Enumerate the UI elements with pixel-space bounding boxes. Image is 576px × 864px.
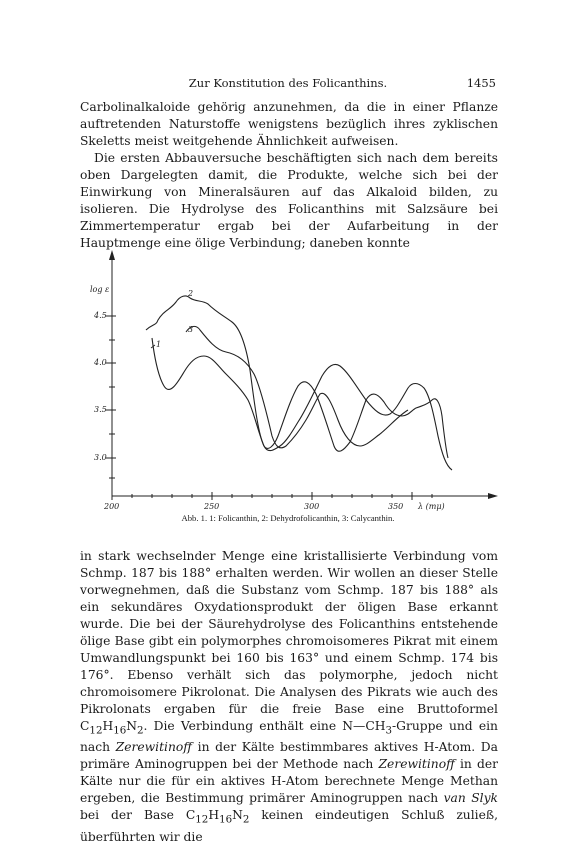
paragraph-bottom: in stark wechselnder Menge eine kristallisierte Verbindung vom Schmp. 187 bis 188° erhalten werden. Wir wollen an dieser Stelle vorwegnehmen, daß die Substanz vom Schmp. 187 bis 188° als ein sekundäres Oxydationsprodukt der öligen Base erkannt wurde. Die bei der Säurehydrolyse des Folicanthins entstehende ölige Base gibt ein polymorphes chromoisomeres Pikrat mit einem Umwandlungspunkt bei 160 bis 163° und einem Schmp. 174 bis 176°. Ebenso verhält sich das polymorphe, jedoch nicht chromoisomere Pikrolonat. Die Analysen des Pikrats wie auch des Pikrolonats ergaben für die freie Base eine Bruttoformel $C_{12}H_{16}N_2$. Die Verbindung enthält eine $N—CH_3$-Gruppe und ein nach Zerewitinoff in der Kälte bestimmbares aktives H-Atom. Da primäre Aminogruppen bei der Methode nach Zerewitinoff in der Kälte nur die für ein aktives H-Atom berechnete Menge Methan ergeben, die Bestimmung primärer Aminogruppen nach van Slyk bei der Base $C_{12}H_{16}N_2$ keinen eindeutigen Schluß zuließ, überführten wir die xyxy=(80,549,499,844)
curve-folicanthin xyxy=(152,338,452,470)
figure-caption: Abb. 1. 1: Folicanthin, 2: Dehydrofolicanthin, 3: Calycanthin. xyxy=(181,513,395,523)
y-tick-label: 3.0 xyxy=(94,453,107,462)
running-head xyxy=(80,76,496,92)
page-number: 1455 xyxy=(466,76,496,90)
x-tick-label: 250 xyxy=(204,502,220,511)
y-tick-label: 3.5 xyxy=(94,405,107,414)
y-tick-label: 4.0 xyxy=(94,358,107,367)
author-name: Zerewitinoff xyxy=(378,757,455,772)
paragraph-top-1 xyxy=(80,99,498,150)
y-axis-label: log ε xyxy=(90,285,110,294)
x-tick-label: 300 xyxy=(304,502,320,511)
paragraph-text: Carbolinalkaloide gehörig anzunehmen, da die in einer Pflanze auftretenden Naturstoffe wenigstens bezüglich ihres zyklischen Skeletts meist weitgehende Ähnlichkeit aufweisen. xyxy=(80,100,498,148)
x-axis-label: λ (mμ) xyxy=(418,502,445,511)
x-tick-label: 200 xyxy=(104,502,120,511)
running-title: Zur Konstitution des Folicanthins. xyxy=(188,76,388,90)
author-name: Zerewitinoff xyxy=(115,740,193,755)
x-tick-label: 350 xyxy=(388,502,404,511)
y-axis-arrow xyxy=(109,250,115,260)
formula-c12h16n2: $C_{12}H_{16}N_2$ xyxy=(185,808,250,826)
author-name: van Slyk xyxy=(443,791,498,806)
x-axis-arrow xyxy=(488,493,498,499)
curve-label-1: 1 xyxy=(156,340,162,349)
uv-spectrum-figure xyxy=(60,250,500,520)
curve-label-3: 3 xyxy=(188,325,194,334)
paragraph-text: Die ersten Abbauversuche beschäftigten sich nach dem bereits oben Dargelegten damit, die Produkte, welche sich bei der Einwirkung von Mineralsäuren auf das Alkaloid bilden, zu isolieren. Die Hydrolyse des Folicanthins mit Salzsäure bei Zimmertemperatur ergab bei der Aufarbeitung in der Hauptmenge eine ölige Verbindung; daneben konnte xyxy=(80,151,498,250)
paragraph-top-2 xyxy=(80,150,498,252)
curve-label-2: 2 xyxy=(188,289,194,298)
formula-c12h16n2: $C_{12}H_{16}N_2$ xyxy=(80,719,144,737)
y-tick-label: 4.5 xyxy=(94,311,107,320)
